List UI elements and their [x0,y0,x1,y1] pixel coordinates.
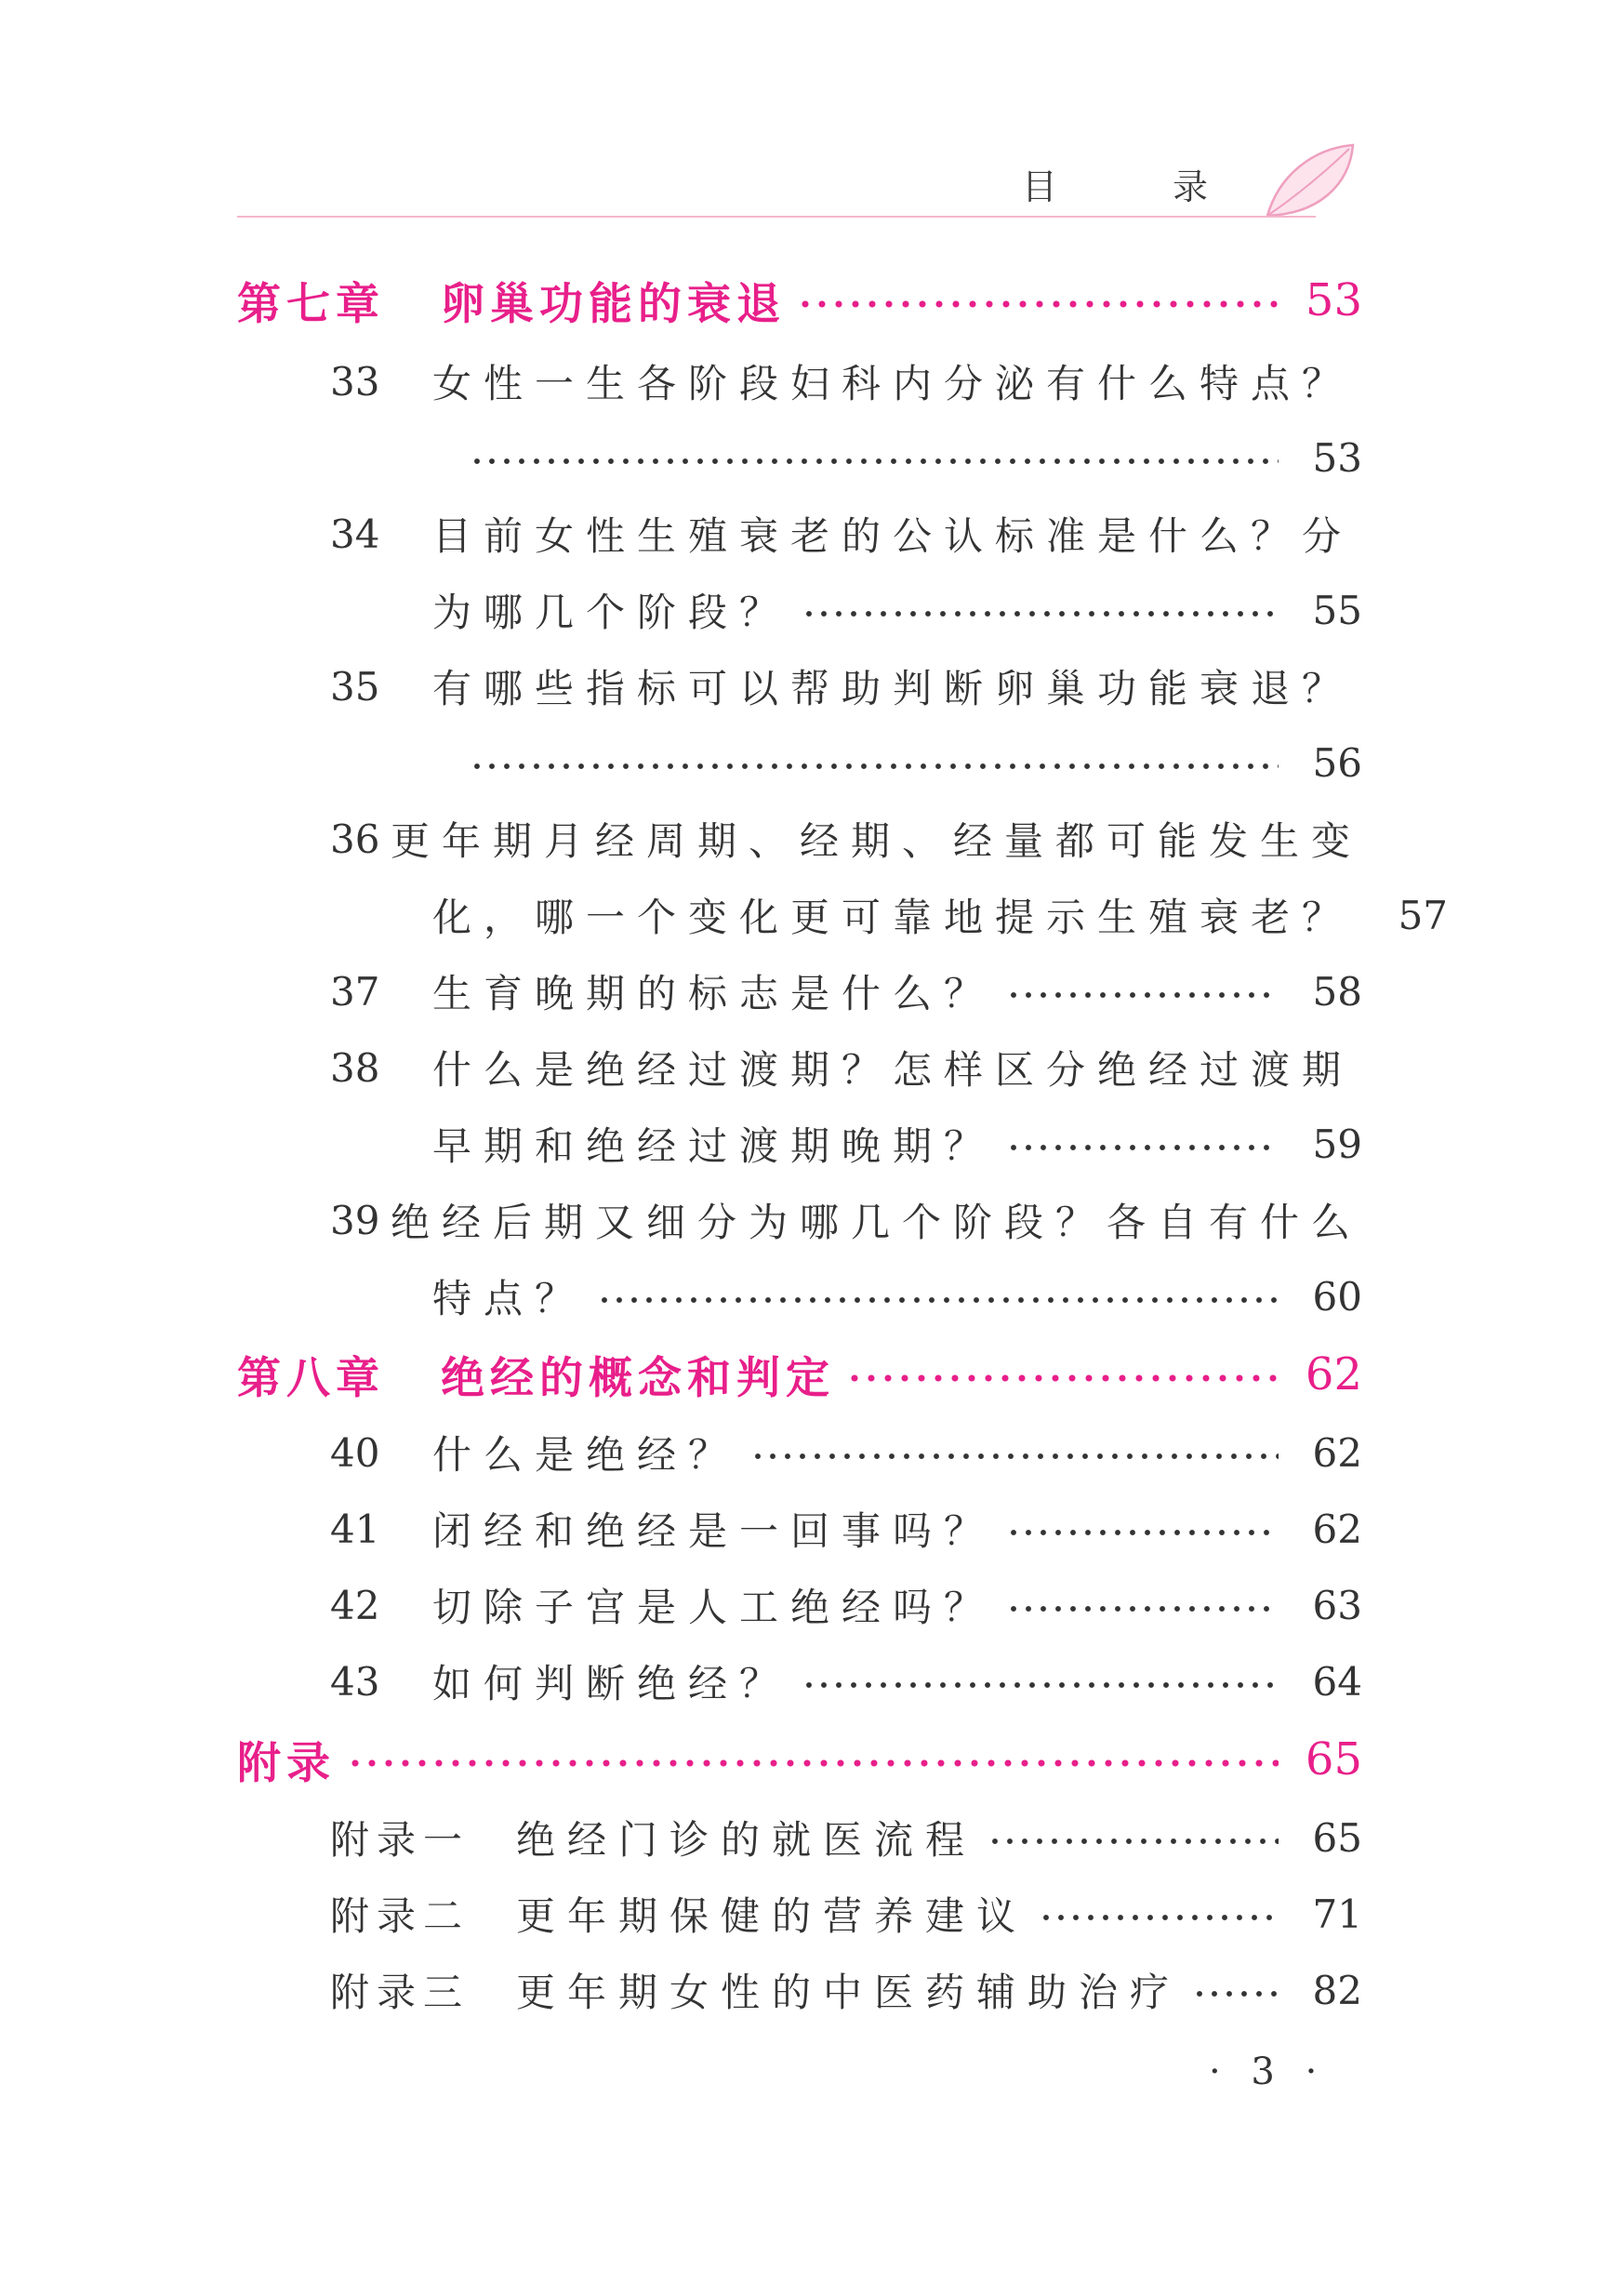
entry-number: 43 [330,1658,380,1705]
entry-title: 绝经后期又细分为哪几个阶段？各自有什么 [390,1200,1362,1245]
entry-number: 41 [330,1506,380,1552]
dot-leader [470,458,1279,465]
dot-leader [797,299,1279,309]
dot-leader [1006,1529,1279,1536]
dot-leader [846,1374,1279,1383]
entry-page: 63 [1312,1582,1362,1628]
toc-entry-33[interactable] [330,353,1362,409]
chapter-title: 绝经的概念和判定 [441,1352,835,1404]
appendix-page: 71 [1312,1891,1362,1937]
dot-leader [1006,1605,1279,1613]
dot-leader [802,610,1279,617]
entry-page: 62 [1312,1506,1362,1552]
toc-entry-39[interactable] [330,1192,1362,1248]
appendix-3-entry[interactable] [330,1962,1362,2018]
header-rule [237,216,1316,218]
entry-page: 57 [1398,892,1449,938]
chapter-label: 第七章 [237,278,385,330]
toc-entry-37[interactable] [330,963,1362,1019]
entry-number: 40 [330,1429,380,1476]
toc-entry-34[interactable] [330,506,1362,562]
toc-entry-41[interactable] [330,1501,1362,1557]
appendix-number: 附录三 [330,1970,471,2015]
entry-title: 如何判断绝经？ [432,1661,791,1706]
dot-leader [470,763,1279,770]
appendix-label: 附录 [237,1737,336,1789]
toc-entry-42[interactable] [330,1577,1362,1633]
entry-page: 64 [1312,1658,1362,1705]
toc-entry-36-cont[interactable] [432,887,1449,943]
entry-page: 59 [1312,1121,1362,1167]
entry-number: 34 [330,511,380,557]
entry-number: 33 [330,358,380,405]
entry-title: 女性一生各阶段妇科内分泌有什么特点？ [432,361,1354,406]
entry-title: 切除子宫是人工绝经吗？ [432,1585,996,1630]
dot-leader [802,1681,1279,1689]
appendix-number: 附录一 [330,1817,471,1863]
toc-entry-39-cont[interactable] [432,1268,1362,1324]
appendix-page: 82 [1312,1967,1362,2013]
toc-entry-35[interactable] [330,658,1362,714]
dot-leader [1039,1914,1279,1921]
entry-title: 更年期月经周期、经期、经量都可能发生变 [390,818,1362,864]
entry-number: 38 [330,1044,380,1091]
appendix-2-entry[interactable] [330,1886,1362,1942]
appendix-page: 65 [1305,1733,1362,1785]
toc-entry-34-cont[interactable] [432,582,1362,638]
entry-page: 53 [1312,434,1362,481]
entry-title-cont: 为哪几个阶段？ [432,590,791,635]
dot-leader [1006,1144,1279,1151]
entry-title-cont: 化，哪一个变化更可靠地提示生殖衰老？ [432,895,1354,940]
chapter-8-entry[interactable] [237,1347,1362,1402]
entry-page: 60 [1312,1273,1362,1320]
dot-leader [1006,991,1279,999]
appendix-title: 更年期保健的营养建议 [516,1893,1028,1939]
appendix-page: 65 [1312,1814,1362,1861]
entry-number: 37 [330,968,380,1015]
appendix-1-entry[interactable] [330,1810,1362,1865]
running-header-title: 目 录 [1021,166,1260,207]
entry-page: 58 [1312,968,1362,1015]
appendix-number: 附录二 [330,1893,471,1939]
appendix-title: 更年期女性的中医药辅助治疗 [516,1970,1182,2015]
toc-entry-35-leader[interactable] [470,735,1362,790]
entry-title: 什么是绝经？ [432,1432,740,1478]
entry-title: 什么是绝经过渡期？怎样区分绝经过渡期 [432,1047,1354,1093]
dot-leader [988,1838,1279,1845]
leaf-icon [1260,139,1358,221]
entry-title: 生育晚期的标志是什么？ [432,971,996,1016]
chapter-page: 62 [1305,1348,1362,1400]
entry-title-cont: 特点？ [432,1276,587,1321]
chapter-page: 53 [1305,274,1362,326]
toc-entry-38-cont[interactable] [432,1116,1362,1172]
toc-entry-38[interactable] [330,1040,1362,1095]
running-header [237,139,1358,223]
dot-leader [1192,1990,1279,1997]
toc-entry-40[interactable] [330,1425,1362,1480]
dot-leader [597,1296,1279,1304]
entry-page: 62 [1312,1429,1362,1476]
entry-number: 39 [330,1197,380,1243]
entry-title: 目前女性生殖衰老的公认标准是什么？分 [432,513,1354,559]
appendix-heading[interactable] [237,1732,1362,1787]
chapter-label: 第八章 [237,1352,385,1404]
dot-leader [347,1758,1279,1768]
entry-number: 35 [330,663,380,710]
entry-page: 56 [1312,739,1362,786]
chapter-title: 卵巢功能的衰退 [441,278,786,330]
entry-title: 有哪些指标可以帮助判断卵巢功能衰退？ [432,666,1354,711]
entry-title: 闭经和绝经是一回事吗？ [432,1508,996,1554]
appendix-title: 绝经门诊的就医流程 [516,1817,977,1863]
entry-number: 42 [330,1582,380,1628]
chapter-7-entry[interactable] [237,272,1362,328]
page-number: · 3 · [1209,2050,1327,2093]
toc-entry-43[interactable] [330,1653,1362,1709]
entry-page: 55 [1312,587,1362,633]
entry-title-cont: 早期和绝经过渡期晚期？ [432,1123,996,1169]
entry-number: 36 [330,816,380,862]
toc-entry-36[interactable] [330,811,1362,867]
dot-leader [750,1453,1279,1460]
toc-entry-33-leader[interactable] [470,430,1362,485]
